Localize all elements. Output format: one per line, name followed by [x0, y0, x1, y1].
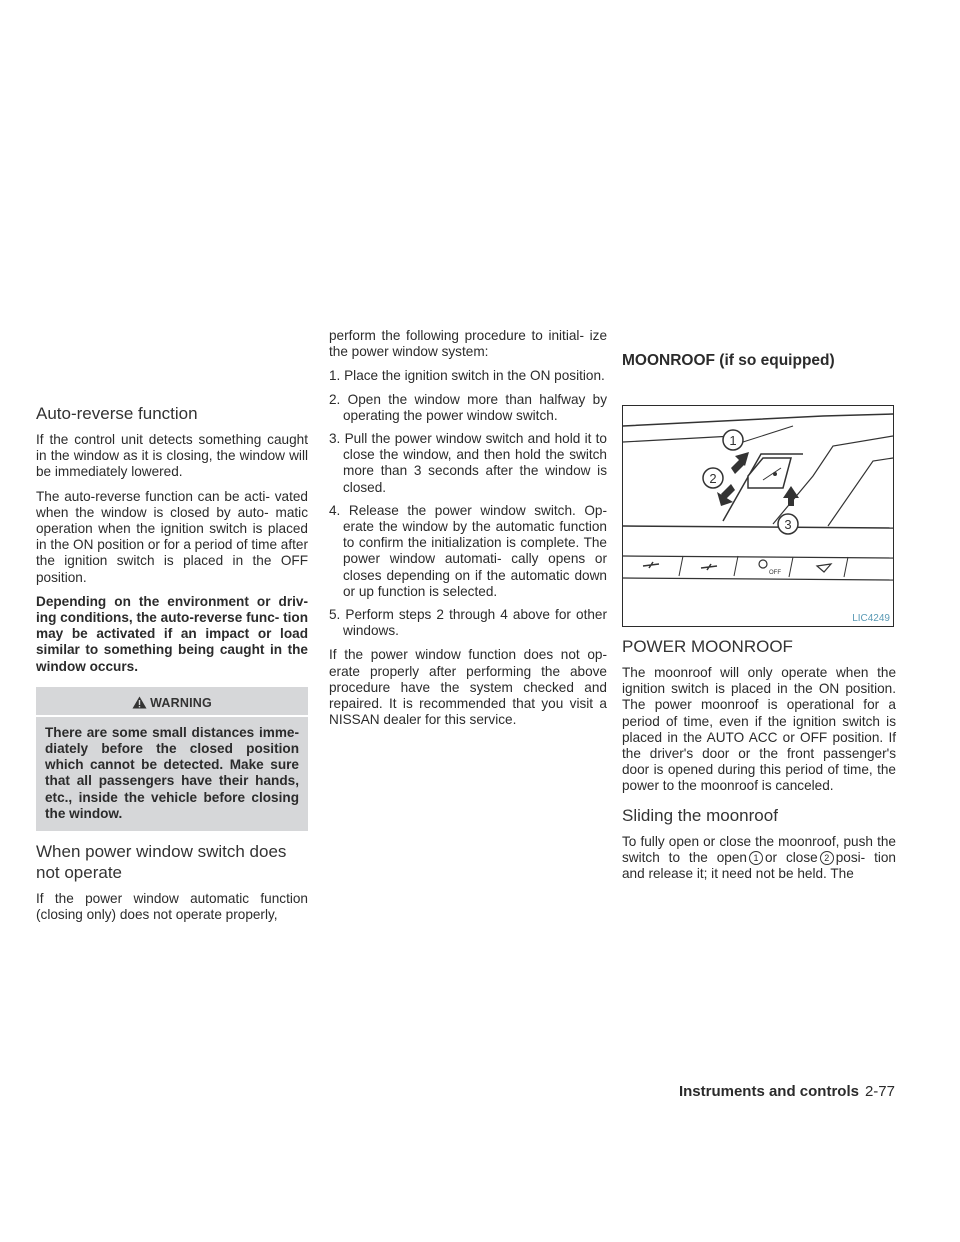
warning-text: There are some small distances imme- diately before the closed position which cannot be detected. Make sure that all passengers have their hands, etc., inside the vehicle before closing the window. [45, 724, 299, 821]
column-left [36, 403, 308, 931]
paragraph: The auto-reverse function can be acti- vated when the window is closed by auto- matic operation when the ignition switch is placed in the ON position or for a period of time after the ignition switch is placed in the OFF position. [36, 488, 309, 585]
steps-list [329, 368, 607, 639]
callout-3: 3 [784, 517, 792, 532]
heading-switch-not-operate: When power window switch does not operate [36, 842, 287, 883]
list-item: 3. Pull the power window switch and hold it to close the window, and then hold the switch more than 3 seconds after the window is closed. [329, 431, 607, 495]
figure-code: LIC4249 [852, 613, 890, 624]
paragraph-bold: Depending on the environment or driv- ing conditions, the auto-reverse func- tion may be activated if an impact or load similar to something being caught in the window occurs. [36, 593, 308, 674]
section-title: MOONROOF (if so equipped) [622, 352, 835, 369]
paragraph-sliding: To fully open or close the moonroof, push the switch to the open 1 or close 2 posi- tion and release it; it need not be held. The [622, 833, 896, 882]
page-footer [0, 1083, 895, 1100]
heading-sliding-moonroof: Sliding the moonroof [622, 805, 778, 825]
callout-1: 1 [729, 433, 737, 448]
column-middle [329, 328, 607, 736]
callout-2: 2 [709, 471, 717, 486]
paragraph: If the power window automatic function (closing only) does not operate properly, [36, 891, 308, 923]
warning-icon [132, 696, 147, 709]
callout-1-inline: 1 [749, 851, 763, 865]
warning-box [36, 687, 308, 831]
list-item: 2. Open the window more than halfway by operating the power window switch. [329, 391, 607, 423]
moonroof-switch-figure [622, 405, 894, 627]
page-number: 2-77 [864, 1083, 895, 1100]
button-off-label: OFF [769, 570, 781, 576]
column-right [622, 636, 896, 890]
footer-section: Instruments and controls [678, 1083, 859, 1100]
list-item: 4. Release the power window switch. Op- erate the window by the automatic function to confirm the initialization is complete. The power window automati- cally opens or closes depending on if the automatic down or up function is selected. [329, 502, 607, 599]
callout-2-inline: 2 [820, 851, 834, 865]
moonroof-switch-illustration [623, 406, 893, 626]
warning-body [36, 717, 308, 831]
warning-label: WARNING [150, 695, 212, 710]
warning-header [36, 687, 308, 717]
list-item: 1. Place the ignition switch in the ON position. [329, 368, 605, 384]
paragraph: perform the following procedure to initial- ize the power window system: [329, 328, 607, 360]
paragraph: If the power window function does not op- erate properly after performing the above procedure have the system checked and repaired. It is recommended that you visit a NISSAN dealer for this service. [329, 647, 607, 728]
heading-auto-reverse: Auto-reverse function [36, 404, 198, 423]
paragraph: If the control unit detects something caught in the window as it is closing, the window will be immediately lowered. [36, 432, 308, 480]
heading-power-moonroof: POWER MOONROOF [622, 637, 793, 656]
list-item: 5. Perform steps 2 through 4 above for other windows. [329, 607, 607, 639]
paragraph: The moonroof will only operate when the ignition switch is placed in the ON position. The power moonroof is operational for a period of time, even if the ignition switch is placed in the AUTO ACC or OFF position. If the driver's door or the front passenger's door is opened during this period of time, the power to the moonroof is canceled. [622, 665, 896, 794]
